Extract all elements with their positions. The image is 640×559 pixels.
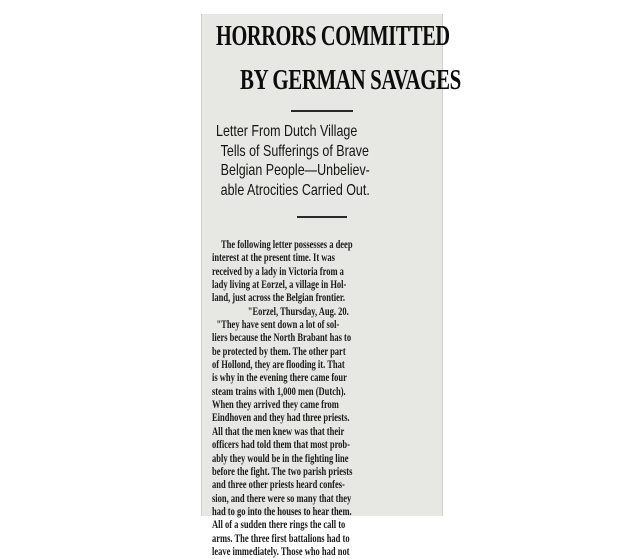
body-line: be protected by them. The other part — [212, 345, 346, 358]
body-line: leave immediately. Those who had not — [212, 545, 350, 558]
body-line: interest at the present time. It was — [212, 252, 335, 265]
body-line: The following letter possesses a deep — [220, 239, 353, 251]
body-line: All of a sudden there rings the call to — [212, 519, 346, 532]
headline-line-2: BY GERMAN SAVAGES — [240, 64, 461, 96]
body-line: liers because the North Brabant has to — [212, 332, 352, 345]
body-line: land, just across the Belgian frontier. — [212, 292, 346, 305]
body-line: received by a lady in Victoria from a — [212, 265, 344, 278]
body-line: had to go into the houses to hear them. — [212, 505, 352, 518]
headline-divider — [291, 110, 353, 112]
subheadline-deck — [216, 122, 427, 200]
body-line: sion, and there were so many that they — [212, 492, 352, 505]
body-line: arms. The three first battalions had to — [212, 532, 350, 545]
body-line: ably they would be in the fighting line — [212, 452, 349, 465]
body-line: officers had told them that most prob- — [212, 439, 350, 452]
deck-divider — [297, 216, 347, 218]
deck-line: Tells of Sufferings of Brave — [220, 142, 369, 160]
body-line: Eindhoven and they had three priests. — [212, 412, 350, 425]
headline-line-1: HORRORS COMMITTED — [216, 20, 450, 52]
body-line: of Hollond, they are flooding it. That — [212, 359, 345, 372]
deck-line: able Atrocities Carried Out. — [220, 181, 370, 199]
body-line: is why in the evening there came four — [212, 372, 347, 385]
body-line: All that the men knew was that their — [212, 425, 345, 438]
article-body — [212, 239, 436, 559]
body-line: When they arrived they came from — [212, 399, 339, 412]
deck-line: Belgian People—Unbeliev- — [220, 162, 370, 179]
deck-line: Letter From Dutch Village — [216, 123, 358, 140]
body-line: lady living at Eorzel, a village in Hol- — [212, 279, 347, 292]
newspaper-clipping — [201, 14, 461, 558]
body-line: steam trains with 1,000 men (Dutch). — [212, 385, 346, 398]
body-line: "They have sent down a lot of sol- — [216, 319, 340, 332]
body-line: and three other priests heard confes- — [212, 479, 345, 492]
body-line: "Eorzel, Thursday, Aug. 20. — [247, 305, 349, 318]
body-line: before the fight. The two parish priests — [212, 465, 353, 478]
